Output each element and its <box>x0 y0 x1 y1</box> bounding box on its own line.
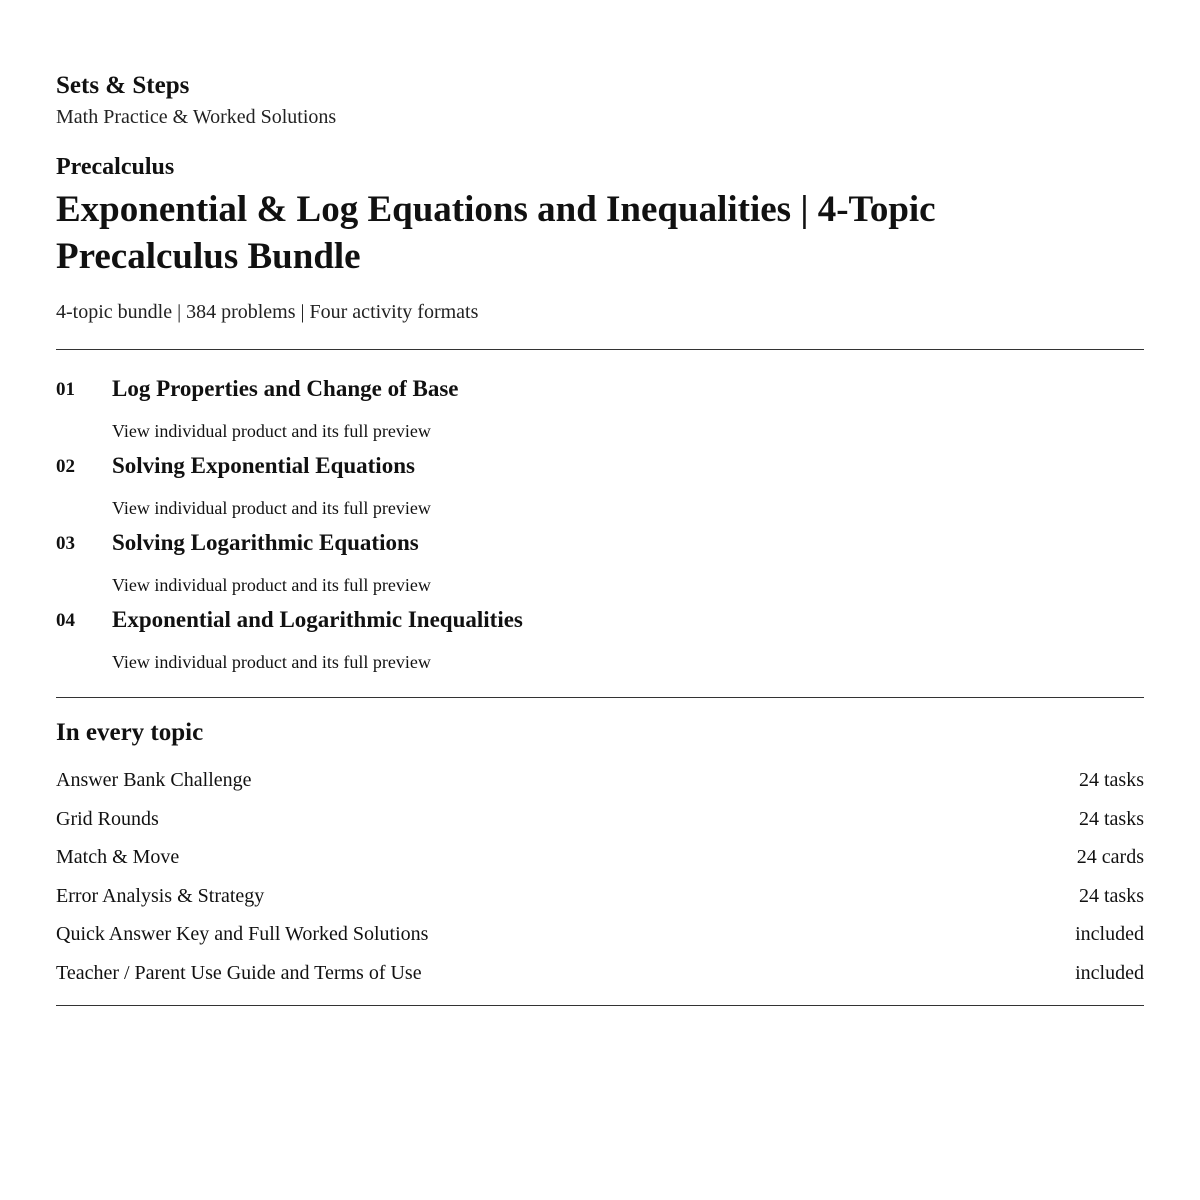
feature-name: Answer Bank Challenge <box>56 769 252 791</box>
feature-row <box>56 767 1144 806</box>
feature-row <box>56 883 1144 922</box>
feature-value: included <box>1075 923 1144 946</box>
topic-item <box>56 524 1144 601</box>
feature-value: 24 tasks <box>1079 769 1144 791</box>
topic-item <box>56 370 1144 447</box>
product-meta: 4-topic bundle | 384 problems | Four activity formats <box>56 301 479 323</box>
feature-list <box>56 767 1144 999</box>
feature-value: 24 cards <box>1076 846 1144 869</box>
topic-number: 01 <box>56 379 75 400</box>
topic-number: 04 <box>56 610 75 631</box>
brand-name: Sets & Steps <box>56 72 190 99</box>
view-product-link[interactable]: View individual product and its full preview <box>112 575 431 595</box>
topic-title: Solving Logarithmic Equations <box>112 530 419 555</box>
topic-number: 03 <box>56 533 75 554</box>
feature-row <box>56 921 1144 960</box>
topic-title: Exponential and Logarithmic Inequalities <box>112 607 523 632</box>
topic-number: 02 <box>56 456 75 477</box>
topic-title: Log Properties and Change of Base <box>112 376 459 401</box>
feature-name: Quick Answer Key and Full Worked Solutions <box>56 923 429 946</box>
topic-list <box>56 370 1144 678</box>
divider <box>56 349 1144 350</box>
divider <box>56 1005 1144 1006</box>
feature-value: 24 tasks <box>1079 807 1144 830</box>
topic-item <box>56 447 1144 524</box>
topic-title: Solving Exponential Equations <box>112 453 415 478</box>
product-title: Exponential & Log Equations and Inequalities | 4-Topic Precalculus Bundle <box>56 189 936 277</box>
feature-name: Grid Rounds <box>56 807 159 830</box>
subject-label: Precalculus <box>56 154 175 180</box>
brand-tagline: Math Practice & Worked Solutions <box>56 106 337 128</box>
divider <box>56 697 1144 698</box>
feature-row <box>56 806 1144 845</box>
feature-name: Teacher / Parent Use Guide and Terms of Use <box>56 961 422 984</box>
features-heading: In every topic <box>56 719 204 746</box>
view-product-link[interactable]: View individual product and its full preview <box>112 498 431 518</box>
topic-item <box>56 601 1144 678</box>
feature-row <box>56 844 1144 883</box>
feature-name: Match & Move <box>56 846 180 869</box>
feature-row <box>56 960 1144 999</box>
feature-name: Error Analysis & Strategy <box>56 884 265 907</box>
feature-value: included <box>1075 961 1144 984</box>
feature-value: 24 tasks <box>1079 884 1144 907</box>
view-product-link[interactable]: View individual product and its full preview <box>112 652 431 672</box>
view-product-link[interactable]: View individual product and its full preview <box>112 421 431 441</box>
